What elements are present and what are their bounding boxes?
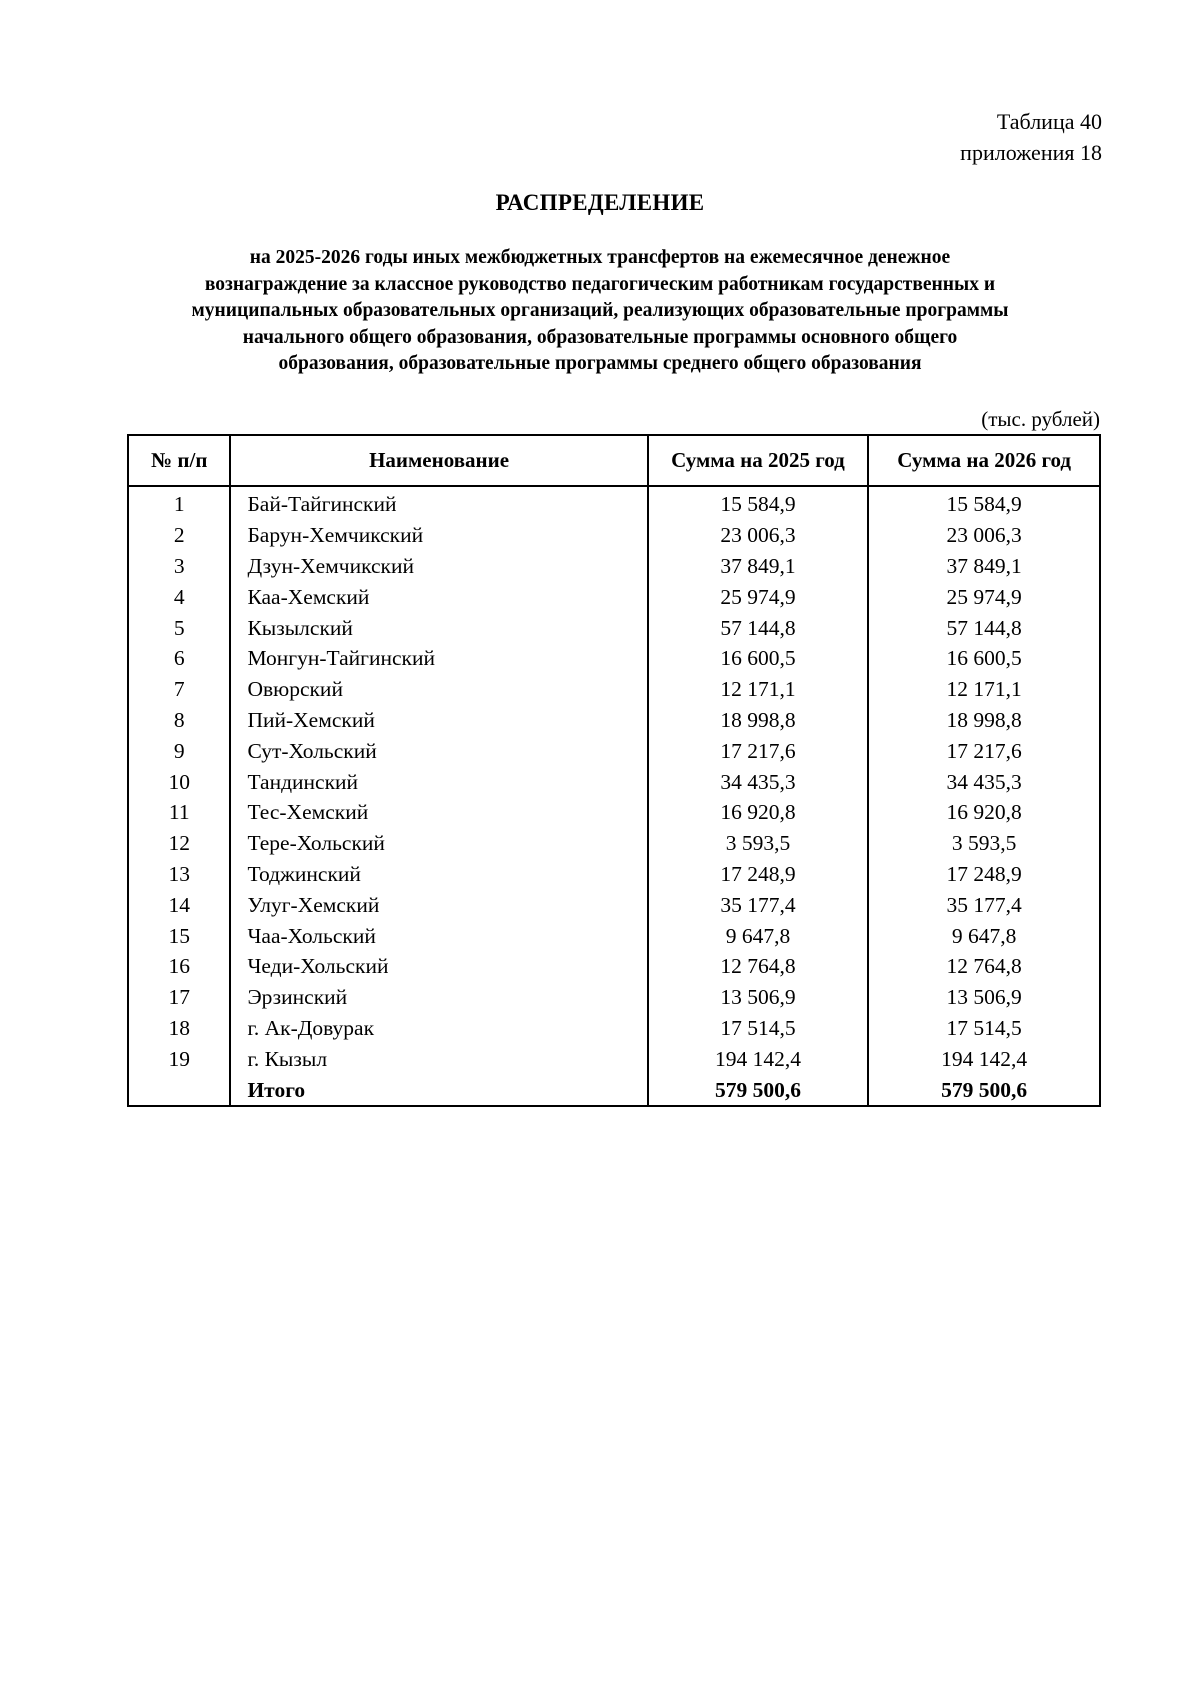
cell-number: 5 bbox=[128, 612, 230, 643]
cell-number: 16 bbox=[128, 951, 230, 982]
cell-name: Эрзинский bbox=[230, 982, 647, 1013]
cell-amount-2025: 23 006,3 bbox=[648, 520, 869, 551]
cell-amount-2025: 12 764,8 bbox=[648, 951, 869, 982]
table-row bbox=[128, 735, 1100, 766]
cell-name: Тоджинский bbox=[230, 859, 647, 890]
cell-amount-2026: 579 500,6 bbox=[868, 1074, 1100, 1106]
table-row bbox=[128, 889, 1100, 920]
cell-amount-2026: 57 144,8 bbox=[868, 612, 1100, 643]
cell-amount-2026: 12 764,8 bbox=[868, 951, 1100, 982]
table-total-row bbox=[128, 1074, 1100, 1106]
cell-amount-2025: 194 142,4 bbox=[648, 1043, 869, 1074]
header-row bbox=[128, 435, 1100, 486]
cell-name: Тере-Хольский bbox=[230, 828, 647, 859]
cell-name: г. Кызыл bbox=[230, 1043, 647, 1074]
cell-number: 2 bbox=[128, 520, 230, 551]
column-header-2025: Сумма на 2025 год bbox=[648, 435, 869, 486]
table-row bbox=[128, 1013, 1100, 1044]
cell-name: Бай-Тайгинский bbox=[230, 486, 647, 520]
cell-amount-2026: 37 849,1 bbox=[868, 551, 1100, 582]
cell-name: Тандинский bbox=[230, 766, 647, 797]
table-row bbox=[128, 643, 1100, 674]
cell-amount-2025: 579 500,6 bbox=[648, 1074, 869, 1106]
cell-amount-2026: 23 006,3 bbox=[868, 520, 1100, 551]
cell-amount-2025: 17 248,9 bbox=[648, 859, 869, 890]
cell-amount-2025: 3 593,5 bbox=[648, 828, 869, 859]
table-row bbox=[128, 797, 1100, 828]
cell-number: 14 bbox=[128, 889, 230, 920]
table-reference bbox=[960, 106, 1102, 168]
table-row bbox=[128, 612, 1100, 643]
table-row bbox=[128, 766, 1100, 797]
cell-name: Каа-Хемский bbox=[230, 581, 647, 612]
cell-name: Чеди-Хольский bbox=[230, 951, 647, 982]
cell-number: 12 bbox=[128, 828, 230, 859]
cell-amount-2025: 18 998,8 bbox=[648, 705, 869, 736]
cell-number: 18 bbox=[128, 1013, 230, 1044]
cell-number: 13 bbox=[128, 859, 230, 890]
column-header-2026: Сумма на 2026 год bbox=[868, 435, 1100, 486]
cell-name: Монгун-Тайгинский bbox=[230, 643, 647, 674]
table-row bbox=[128, 581, 1100, 612]
table-row bbox=[128, 920, 1100, 951]
cell-amount-2025: 12 171,1 bbox=[648, 674, 869, 705]
subtitle-line: образования, образовательные программы среднего общего образования bbox=[278, 353, 922, 374]
cell-name: Кызылский bbox=[230, 612, 647, 643]
cell-amount-2025: 17 514,5 bbox=[648, 1013, 869, 1044]
cell-name: Пий-Хемский bbox=[230, 705, 647, 736]
table-body bbox=[128, 486, 1100, 1106]
column-header-number: № п/п bbox=[128, 435, 230, 486]
cell-amount-2026: 17 217,6 bbox=[868, 735, 1100, 766]
cell-number: 4 bbox=[128, 581, 230, 612]
cell-amount-2025: 25 974,9 bbox=[648, 581, 869, 612]
document-title: РАСПРЕДЕЛЕНИЕ bbox=[495, 190, 705, 215]
cell-name: Итого bbox=[230, 1074, 647, 1106]
table-header bbox=[128, 435, 1100, 486]
cell-amount-2026: 3 593,5 bbox=[868, 828, 1100, 859]
cell-number: 1 bbox=[128, 486, 230, 520]
cell-number: 10 bbox=[128, 766, 230, 797]
cell-number: 19 bbox=[128, 1043, 230, 1074]
subtitle-line: муниципальных образовательных организаций, реализующих образовательные программы bbox=[191, 300, 1009, 321]
cell-name: Овюрский bbox=[230, 674, 647, 705]
subtitle-line: начального общего образования, образовательные программы основного общего bbox=[242, 326, 958, 348]
table-row bbox=[128, 828, 1100, 859]
cell-amount-2026: 17 248,9 bbox=[868, 859, 1100, 890]
cell-amount-2026: 16 920,8 bbox=[868, 797, 1100, 828]
cell-amount-2025: 37 849,1 bbox=[648, 551, 869, 582]
cell-amount-2026: 25 974,9 bbox=[868, 581, 1100, 612]
subtitle-line: вознаграждение за классное руководство педагогическим работникам государственных и bbox=[204, 273, 996, 295]
cell-amount-2025: 9 647,8 bbox=[648, 920, 869, 951]
cell-number bbox=[128, 1074, 230, 1106]
table-row bbox=[128, 674, 1100, 705]
cell-amount-2025: 15 584,9 bbox=[648, 486, 869, 520]
cell-amount-2026: 13 506,9 bbox=[868, 982, 1100, 1013]
cell-amount-2025: 35 177,4 bbox=[648, 889, 869, 920]
table-row bbox=[128, 982, 1100, 1013]
cell-name: Сут-Хольский bbox=[230, 735, 647, 766]
cell-amount-2025: 16 600,5 bbox=[648, 643, 869, 674]
table-number: Таблица 40 bbox=[996, 109, 1102, 134]
cell-name: г. Ак-Довурак bbox=[230, 1013, 647, 1044]
cell-number: 17 bbox=[128, 982, 230, 1013]
table-row bbox=[128, 551, 1100, 582]
cell-amount-2025: 13 506,9 bbox=[648, 982, 869, 1013]
cell-number: 8 bbox=[128, 705, 230, 736]
cell-amount-2025: 57 144,8 bbox=[648, 612, 869, 643]
table-row bbox=[128, 951, 1100, 982]
cell-name: Улуг-Хемский bbox=[230, 889, 647, 920]
column-header-name: Наименование bbox=[230, 435, 647, 486]
table-row bbox=[128, 859, 1100, 890]
table-row bbox=[128, 520, 1100, 551]
cell-amount-2026: 35 177,4 bbox=[868, 889, 1100, 920]
cell-amount-2026: 12 171,1 bbox=[868, 674, 1100, 705]
table-row bbox=[128, 705, 1100, 736]
cell-number: 7 bbox=[128, 674, 230, 705]
cell-amount-2026: 17 514,5 bbox=[868, 1013, 1100, 1044]
cell-amount-2025: 34 435,3 bbox=[648, 766, 869, 797]
cell-number: 15 bbox=[128, 920, 230, 951]
cell-amount-2026: 34 435,3 bbox=[868, 766, 1100, 797]
cell-amount-2026: 18 998,8 bbox=[868, 705, 1100, 736]
cell-name: Барун-Хемчикский bbox=[230, 520, 647, 551]
cell-amount-2025: 17 217,6 bbox=[648, 735, 869, 766]
cell-amount-2026: 194 142,4 bbox=[868, 1043, 1100, 1074]
cell-number: 9 bbox=[128, 735, 230, 766]
cell-amount-2025: 16 920,8 bbox=[648, 797, 869, 828]
cell-name: Дзун-Хемчикский bbox=[230, 551, 647, 582]
cell-name: Тес-Хемский bbox=[230, 797, 647, 828]
table-row bbox=[128, 486, 1100, 520]
cell-name: Чаа-Хольский bbox=[230, 920, 647, 951]
distribution-table bbox=[127, 434, 1101, 1107]
subtitle-line: на 2025-2026 годы иных межбюджетных трансфертов на ежемесячное денежное bbox=[249, 247, 951, 268]
cell-number: 11 bbox=[128, 797, 230, 828]
appendix-number: приложения 18 bbox=[960, 140, 1102, 165]
cell-number: 3 bbox=[128, 551, 230, 582]
cell-amount-2026: 16 600,5 bbox=[868, 643, 1100, 674]
table-row bbox=[128, 1043, 1100, 1074]
cell-amount-2026: 9 647,8 bbox=[868, 920, 1100, 951]
cell-amount-2026: 15 584,9 bbox=[868, 486, 1100, 520]
document-subtitle bbox=[100, 245, 1100, 378]
cell-number: 6 bbox=[128, 643, 230, 674]
units-label: (тыс. рублей) bbox=[981, 407, 1100, 431]
